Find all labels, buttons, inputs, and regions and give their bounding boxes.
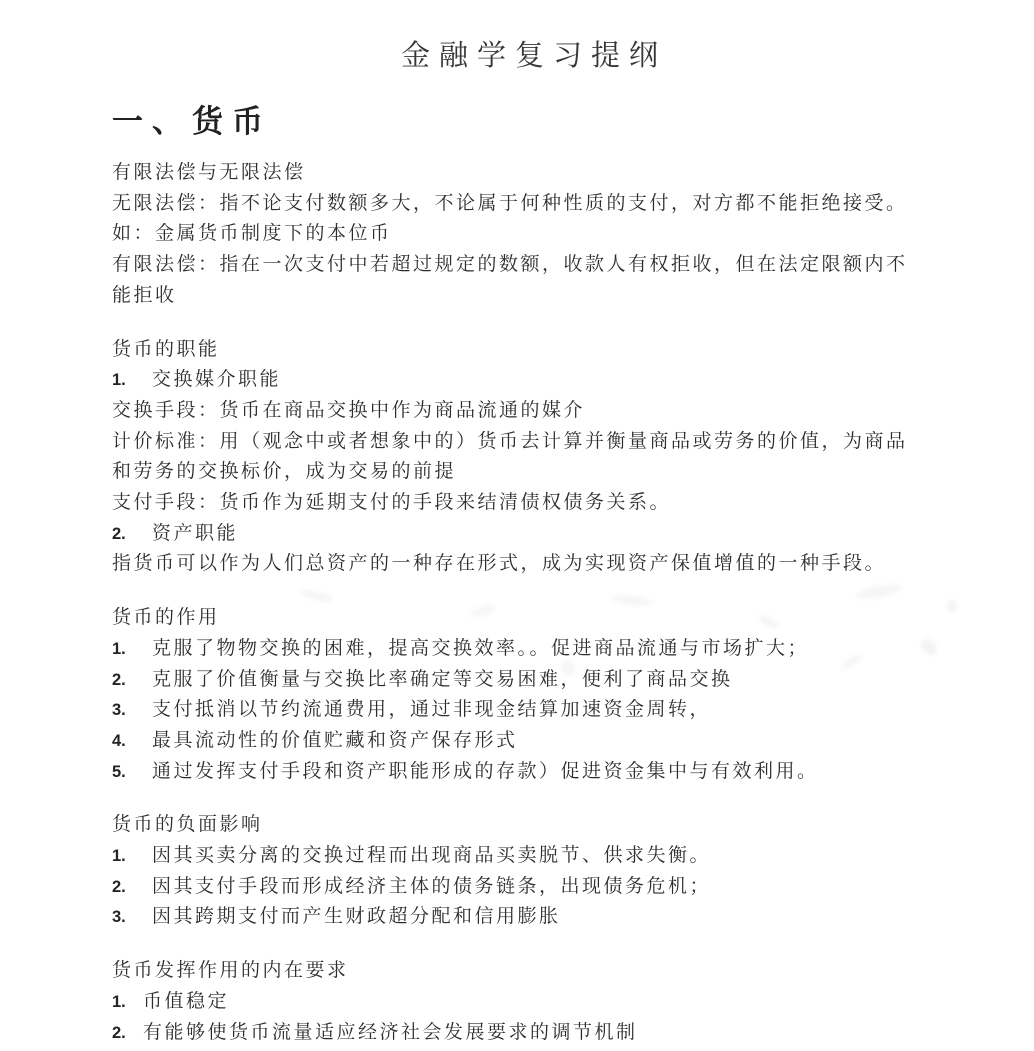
list-text: 克服了物物交换的困难，提高交换效率。。促进商品流通与市场扩大； (152, 637, 810, 659)
body-line: 能拒收 (112, 284, 177, 306)
section-money-functions (112, 335, 940, 581)
page-title: 金融学复习提纲 (400, 40, 667, 72)
list-item (112, 365, 940, 396)
list-item (112, 902, 940, 933)
section-heading: 货币发挥作用的内在要求 (112, 960, 349, 982)
section-negative-effects (112, 810, 940, 933)
body-line: 计价标准：用（观念中或者想象中的）货币去计算并衡量商品或劳务的价值，为商品 (112, 430, 908, 452)
section-money-roles (112, 603, 940, 787)
section-heading: 货币的负面影响 (112, 814, 263, 836)
list-item (112, 726, 940, 757)
body-line: 无限法偿：指不论支付数额多大，不论属于何种性质的支付，对方都不能拒绝接受。 (112, 192, 908, 214)
body-line: 指货币可以作为人们总资产的一种存在形式，成为实现资产保值增值的一种手段。 (112, 553, 887, 575)
list-number: 3. (112, 701, 126, 720)
list-number: 3. (112, 908, 126, 927)
section-heading: 货币的作用 (112, 607, 220, 629)
list-number: 2. (112, 524, 126, 543)
body-line: 支付手段：货币作为延期支付的手段来结清债权债务关系。 (112, 492, 672, 514)
list-item (112, 841, 940, 872)
list-item (112, 872, 940, 903)
section-heading: 有限法偿与无限法偿 (112, 162, 306, 183)
body-line: 交换手段：货币在商品交换中作为商品流通的媒介 (112, 399, 586, 421)
document-body (0, 100, 1034, 1048)
list-text: 资产职能 (152, 522, 239, 544)
list-number: 2. (112, 877, 126, 896)
section-legal-tender (112, 158, 940, 312)
chapter-heading: 一、货币 (112, 104, 272, 139)
list-text: 交换媒介职能 (152, 369, 282, 391)
section-inner-requirements (112, 956, 940, 1048)
list-text: 通过发挥支付手段和资产职能形成的存款）促进资金集中与有效利用。 (152, 760, 819, 782)
list-text: 有能够使货币流量适应经济社会发展要求的调节机制 (143, 1021, 638, 1043)
list-number: 1. (112, 847, 126, 866)
list-text: 因其买卖分离的交换过程而出现商品买卖脱节、供求失衡。 (152, 845, 712, 867)
list-text: 最具流动性的价值贮藏和资产保存形式 (152, 729, 518, 751)
list-item (112, 987, 940, 1018)
body-line: 有限法偿：指在一次支付中若超过规定的数额，收款人有权拒收，但在法定限额内不 (112, 254, 908, 276)
list-text: 币值稳定 (143, 990, 230, 1012)
list-item (112, 634, 940, 665)
list-item (112, 757, 940, 788)
list-number: 2. (112, 1023, 126, 1042)
list-text: 克服了价值衡量与交换比率确定等交易困难，便利了商品交换 (152, 668, 733, 690)
list-number: 5. (112, 762, 126, 781)
body-line: 如：金属货币制度下的本位币 (112, 223, 392, 245)
list-number: 1. (112, 639, 126, 658)
section-heading: 货币的职能 (112, 338, 220, 360)
list-text: 支付抵消以节约流通费用，通过非现金结算加速资金周转， (152, 699, 712, 721)
list-number: 1. (112, 371, 126, 390)
list-item (112, 519, 940, 550)
list-text: 因其跨期支付而产生财政超分配和信用膨胀 (152, 906, 561, 928)
list-item (112, 665, 940, 696)
list-number: 4. (112, 731, 126, 750)
list-item (112, 695, 940, 726)
list-number: 2. (112, 670, 126, 689)
body-line: 和劳务的交换标价，成为交易的前提 (112, 461, 457, 483)
list-number: 1. (112, 992, 126, 1011)
list-item (112, 1018, 940, 1049)
list-text: 因其支付手段而形成经济主体的债务链条，出现债务危机； (152, 875, 712, 897)
